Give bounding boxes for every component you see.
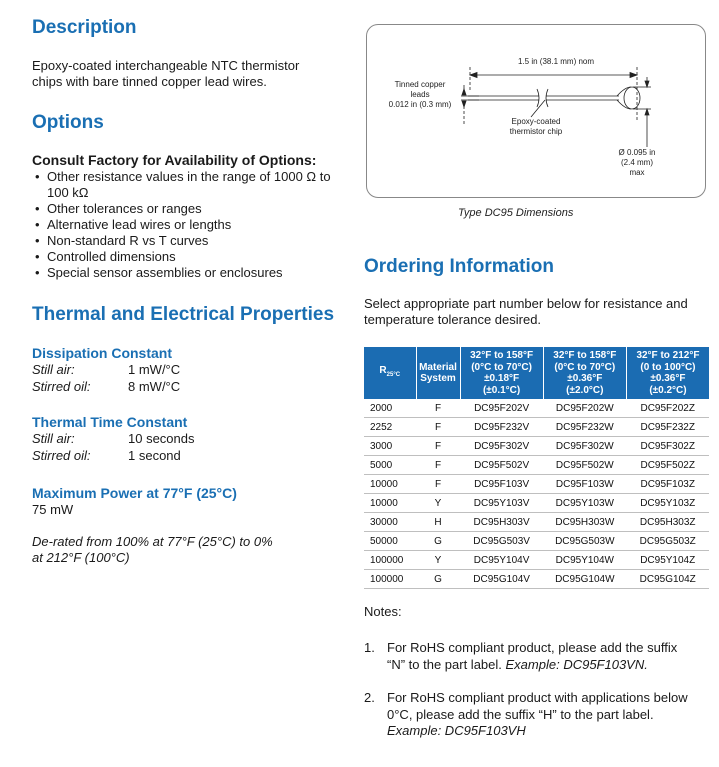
diameter-label: Ø 0.095 in (2.4 mm) max xyxy=(618,148,656,177)
note-line: 0°C, please add the suffix “H” to the part label. xyxy=(387,706,654,722)
table-cell: DC95F302V xyxy=(460,437,543,456)
table-cell: G xyxy=(416,532,460,551)
table-cell: DC95H303Z xyxy=(626,513,709,532)
table-body xyxy=(364,399,709,589)
table-cell: 100000 xyxy=(364,570,416,589)
time-constant-heading: Thermal Time Constant xyxy=(32,414,188,430)
kv-value: 10 seconds xyxy=(128,431,195,446)
table-cell: DC95G104W xyxy=(543,570,626,589)
table-cell: DC95F202Z xyxy=(626,399,709,418)
ordering-intro-line: temperature tolerance desired. xyxy=(364,312,542,327)
max-power-heading: Maximum Power at 77°F (25°C) xyxy=(32,485,237,501)
table-cell: 30000 xyxy=(364,513,416,532)
note-example: Example: DC95F103VH xyxy=(387,723,526,738)
diagram-caption: Type DC95 Dimensions xyxy=(458,207,574,219)
table-cell: DC95F502V xyxy=(460,456,543,475)
col-header-tolerance-w: 32°F to 158°F (0°C to 70°C) ±0.36°F (±2.0°C) xyxy=(543,347,626,399)
note-2 xyxy=(364,690,714,740)
table-cell: DC95G503W xyxy=(543,532,626,551)
table-cell: H xyxy=(416,513,460,532)
ordering-heading: Ordering Information xyxy=(364,256,554,277)
ordering-intro xyxy=(364,296,688,328)
max-power-value: 75 mW xyxy=(32,502,74,517)
table-cell: DC95F232W xyxy=(543,418,626,437)
table-cell: DC95F202W xyxy=(543,399,626,418)
table-row xyxy=(364,418,709,437)
note-line: For RoHS compliant product with applications below xyxy=(387,690,688,705)
table-row xyxy=(364,570,709,589)
description-text xyxy=(32,58,299,90)
kv-value: 1 mW/°C xyxy=(128,362,181,377)
table-cell: DC95F103Z xyxy=(626,475,709,494)
derating-text xyxy=(32,534,273,566)
time-constant-values xyxy=(32,431,195,464)
options-subheading: Consult Factory for Availability of Options: xyxy=(32,152,317,168)
description-line: chips with bare tinned copper lead wires. xyxy=(32,74,267,89)
col-header-resistance: $R_{25^\circ C}$ xyxy=(364,347,416,399)
kv-value: 8 mW/°C xyxy=(128,378,181,394)
note-number: 1. xyxy=(364,640,375,655)
table-cell: DC95H303W xyxy=(543,513,626,532)
table-cell: 50000 xyxy=(364,532,416,551)
table-cell: F xyxy=(416,475,460,494)
notes-label: Notes: xyxy=(364,604,402,619)
derating-line: at 212°F (100°C) xyxy=(32,550,130,565)
table-cell: F xyxy=(416,399,460,418)
thermal-heading: Thermal and Electrical Properties xyxy=(32,304,335,325)
option-item: • Other resistance values in the range of 1000 Ω to 100 kΩ xyxy=(32,169,352,201)
table-cell: DC95Y104W xyxy=(543,551,626,570)
table-cell: DC95F103V xyxy=(460,475,543,494)
table-cell: Y xyxy=(416,494,460,513)
options-heading: Options xyxy=(32,112,104,133)
table-cell: DC95F502Z xyxy=(626,456,709,475)
kv-value: 1 second xyxy=(128,447,181,463)
length-label: 1.5 in (38.1 mm) nom xyxy=(517,57,595,66)
table-cell: 3000 xyxy=(364,437,416,456)
part-number-table xyxy=(364,347,709,589)
leads-label: Tinned copper leads 0.012 in (0.3 mm) xyxy=(388,80,452,109)
table-cell: DC95H303V xyxy=(460,513,543,532)
table-cell: F xyxy=(416,418,460,437)
description-heading: Description xyxy=(32,17,137,38)
ordering-intro-line: Select appropriate part number below for resistance and xyxy=(364,296,688,311)
table-cell: 2000 xyxy=(364,399,416,418)
option-item: • Controlled dimensions xyxy=(32,249,352,265)
table-row xyxy=(364,437,709,456)
chip-label: Epoxy-coated thermistor chip xyxy=(509,117,563,136)
table-header-row xyxy=(364,347,709,399)
table-cell: Y xyxy=(416,551,460,570)
table-cell: DC95Y103Z xyxy=(626,494,709,513)
kv-label: Stirred oil: xyxy=(32,378,91,394)
table-cell: DC95Y104V xyxy=(460,551,543,570)
table-cell: F xyxy=(416,437,460,456)
table-row xyxy=(364,399,709,418)
table-cell: 2252 xyxy=(364,418,416,437)
dimensions-diagram xyxy=(366,24,706,198)
table-cell: 5000 xyxy=(364,456,416,475)
options-list xyxy=(32,169,352,281)
note-number: 2. xyxy=(364,690,375,705)
table-cell: DC95Y103V xyxy=(460,494,543,513)
table-cell: DC95F302Z xyxy=(626,437,709,456)
note-line: “N” to the part label. xyxy=(387,656,502,672)
kv-label: Stirred oil: xyxy=(32,447,91,463)
table-cell: DC95F103W xyxy=(543,475,626,494)
option-item: • Other tolerances or ranges xyxy=(32,201,352,217)
table-cell: DC95G104Z xyxy=(626,570,709,589)
table-cell: DC95G503Z xyxy=(626,532,709,551)
table-cell: DC95G503V xyxy=(460,532,543,551)
table-cell: DC95F232V xyxy=(460,418,543,437)
table-cell: G xyxy=(416,570,460,589)
col-header-tolerance-v: 32°F to 158°F (0°C to 70°C) ±0.18°F (±0.1°C) xyxy=(460,347,543,399)
note-example: Example: DC95F103VN. xyxy=(505,656,648,672)
table-row xyxy=(364,494,709,513)
table-cell: 10000 xyxy=(364,494,416,513)
table-row xyxy=(364,456,709,475)
derating-line: De-rated from 100% at 77°F (25°C) to 0% xyxy=(32,534,273,549)
col-header-tolerance-z: 32°F to 212°F (0 to 100°C) ±0.36°F (±0.2°C) xyxy=(626,347,709,399)
table-row xyxy=(364,475,709,494)
description-line: Epoxy-coated interchangeable NTC thermistor xyxy=(32,58,300,73)
kv-label: Still air: xyxy=(32,431,75,446)
table-cell: DC95F202V xyxy=(460,399,543,418)
col-header-material: Material System xyxy=(416,347,460,399)
note-line: For RoHS compliant product, please add the suffix xyxy=(387,640,678,655)
table-row xyxy=(364,551,709,570)
table-cell: DC95Y103W xyxy=(543,494,626,513)
table-cell: DC95F302W xyxy=(543,437,626,456)
table-cell: DC95F232Z xyxy=(626,418,709,437)
option-item: • Alternative lead wires or lengths xyxy=(32,217,352,233)
option-item: • Special sensor assemblies or enclosures xyxy=(32,265,352,281)
note-1 xyxy=(364,640,714,673)
table-cell: F xyxy=(416,456,460,475)
table-cell: DC95G104V xyxy=(460,570,543,589)
dissipation-heading: Dissipation Constant xyxy=(32,345,173,361)
table-cell: 10000 xyxy=(364,475,416,494)
kv-label: Still air: xyxy=(32,362,75,377)
table-row xyxy=(364,532,709,551)
table-cell: DC95F502W xyxy=(543,456,626,475)
option-item: • Non-standard R vs T curves xyxy=(32,233,352,249)
table-cell: DC95Y104Z xyxy=(626,551,709,570)
table-row xyxy=(364,513,709,532)
table-cell: 100000 xyxy=(364,551,416,570)
dissipation-values xyxy=(32,362,180,395)
